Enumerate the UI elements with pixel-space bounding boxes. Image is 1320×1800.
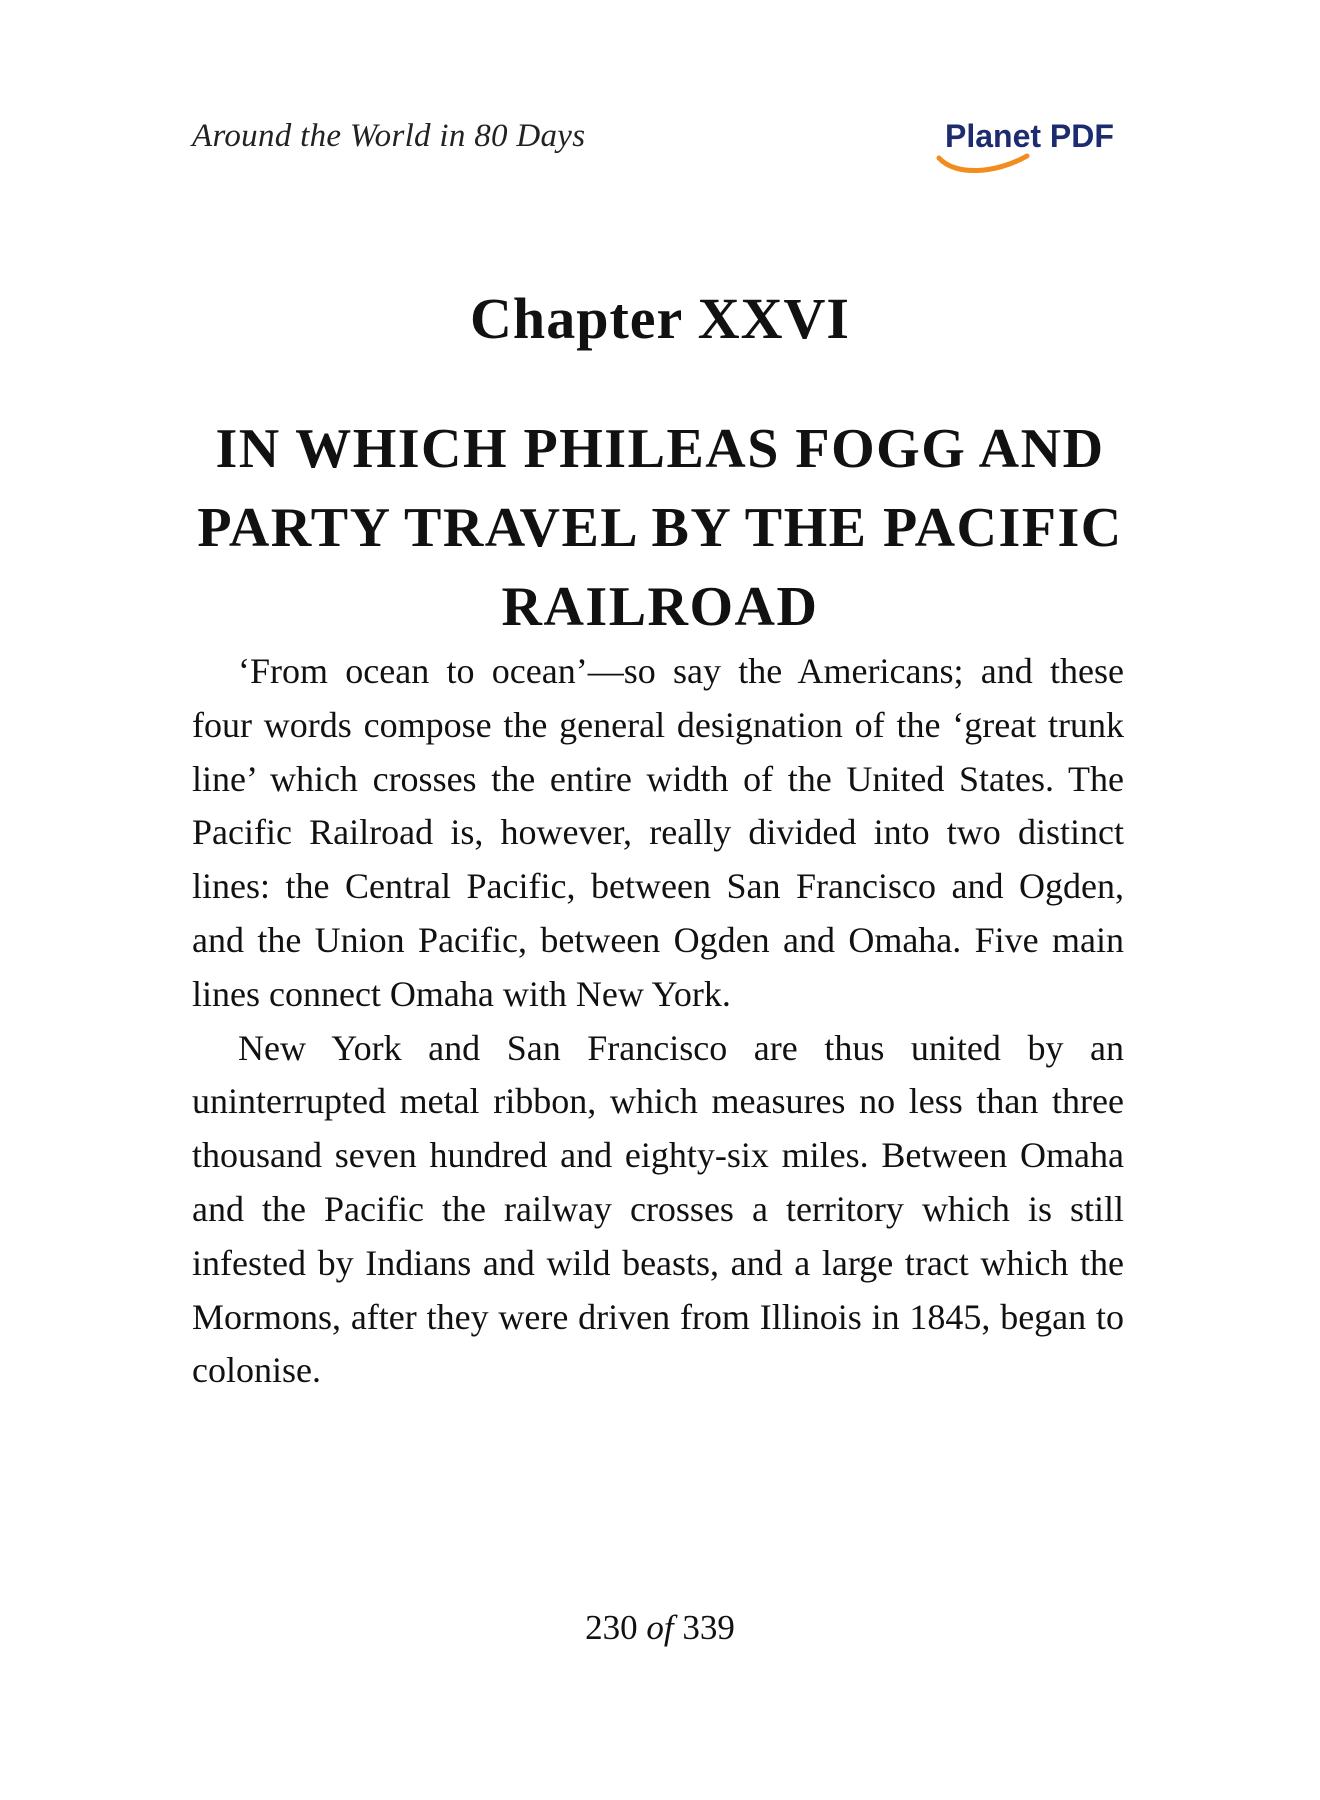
chapter-subtitle: IN WHICH PHILEAS FOGG AND PARTY TRAVEL BY THE PACIFIC RAILROAD bbox=[197, 418, 1123, 638]
body-text bbox=[192, 645, 1124, 1398]
current-page: 230 bbox=[585, 1608, 638, 1647]
page-number bbox=[0, 1608, 1320, 1648]
planet-pdf-logo bbox=[935, 116, 1125, 172]
chapter-title: Chapter XXVI bbox=[470, 286, 850, 351]
running-head-title: Around the World in 80 Days bbox=[192, 118, 586, 154]
of-label: of bbox=[646, 1608, 674, 1647]
paragraph: New York and San Francisco are thus united by an uninterrupted metal ribbon, which measures no less than three thousand seven hundred and eighty-six miles. Between Omaha and the Pacific the railway crosses a territory which is still infested by Indians and wild beasts, and a large tract which the Mormons, after they were driven from Illinois in 1845, began to colonise. bbox=[192, 1027, 1124, 1391]
logo-text: Planet PDF bbox=[945, 118, 1114, 154]
paragraph: ‘From ocean to ocean’—so say the Americans; and these four words compose the general designation of the ‘great trunk line’ which crosses the entire width of the United States. The Pacific Railroad is, however, really divided into two distinct lines: the Central Pacific, between San Francisco and Ogden, and the Union Pacific, between Ogden and Omaha. Five main lines connect Omaha with New York. bbox=[192, 651, 1124, 1014]
total-pages: 339 bbox=[682, 1608, 735, 1647]
